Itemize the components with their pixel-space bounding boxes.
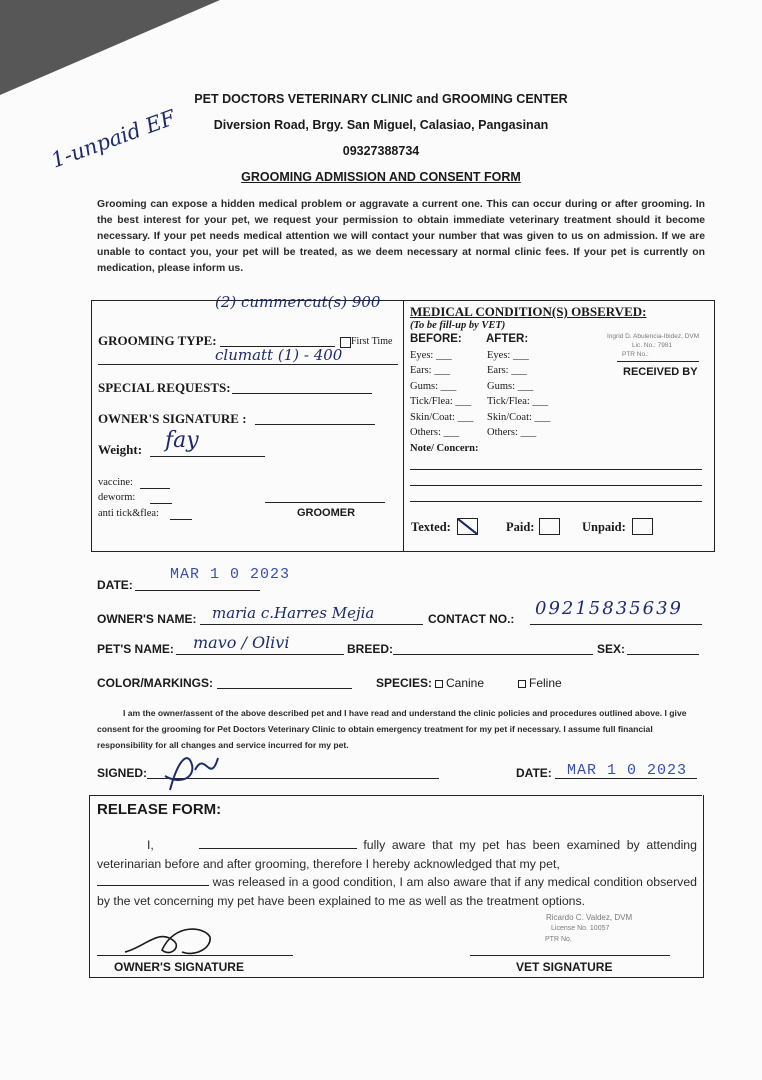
after-heading: AFTER: [486,333,529,345]
before-item: Skin/Coat: ___ [410,412,474,423]
owner-name-line[interactable] [200,624,423,625]
owner-release-signature [120,912,240,967]
vet-sig-line[interactable] [470,955,670,956]
before-item: Ears: ___ [410,365,450,376]
deworm-label: deworm: [98,492,136,503]
contact-line[interactable] [530,624,702,625]
color-line[interactable] [217,688,352,689]
signed-signature [140,740,230,800]
owner-signature-label: OWNER'S SIGNATURE : [98,411,247,426]
owner-release-sig-line[interactable] [97,955,293,956]
handwritten-unpaid-note: 1-unpaid EF [48,105,179,173]
box-divider [403,300,404,552]
release-title: RELEASE FORM: [97,801,222,818]
release-pet-line[interactable] [97,873,209,886]
paid-checkbox[interactable] [539,518,560,535]
date-label: DATE: [97,578,133,592]
groomer-label: GROOMER [297,507,356,519]
after-item: Others: ___ [487,427,537,438]
vet-sig-label: VET SIGNATURE [516,960,613,974]
medical-title: MEDICAL CONDITION(S) OBSERVED: [410,304,647,319]
clinic-name: PET DOCTORS VETERINARY CLINIC and GROOMING CENTER [194,92,568,106]
release-vet-stamp-3: PTR No. [545,936,572,943]
pet-name-line[interactable] [176,654,344,655]
before-item: Gums: ___ [410,381,457,392]
vet-stamp-3: PTR No.: [622,351,649,358]
vaccine-line[interactable] [140,488,170,489]
date-line[interactable] [135,590,260,591]
received-by-label: RECEIVED BY [623,366,698,378]
note-line[interactable] [410,485,702,486]
anti-tick-line[interactable] [170,519,192,520]
paid-label: Paid: [506,520,535,534]
date-stamp: MAR 1 0 2023 [170,566,291,583]
grooming-type-line-2[interactable] [98,364,398,365]
intro-paragraph: Grooming can expose a hidden medical problem or aggravate a current one. This can occur during or after grooming. In the best interest for your pet, we request your permission to obtain immediate veterinary treatment should it become necessary. If your pet needs medical attention we will contact your number that was given to us on admission. If we are unable to contact you, your pet will be treated, as we deem necessary at normal clinic fees. If your pet is currently on medication, please inform us. [97,199,705,274]
handwritten-grooming-line2: clumatt (1) - 400 [215,346,343,364]
canine-label: Canine [446,676,485,690]
weight-label: Weight: [98,442,143,457]
groomer-line[interactable] [265,502,385,503]
before-item: Tick/Flea: ___ [410,396,472,407]
unpaid-label: Unpaid: [582,520,626,534]
pet-name-label: PET'S NAME: [97,642,174,656]
first-time-label: First Time [351,336,393,347]
signed-label: SIGNED: [97,766,148,780]
breed-line[interactable] [393,654,593,655]
owner-name-value: maria c.Harres Mejia [212,604,375,622]
after-item: Gums: ___ [487,381,534,392]
after-item: Tick/Flea: ___ [487,396,549,407]
special-requests-line[interactable] [232,393,372,394]
release-line-2: was released in a good condition, I am also aware that if any medical condition observed by the vet concerning my pet have been explained to me as well as the treatment options. [97,875,697,908]
unpaid-checkbox[interactable] [632,518,653,535]
scan-corner-shadow [0,0,220,95]
texted-checkbox[interactable] [457,518,478,535]
consent-paragraph: I am the owner/assent of the above described pet and I have read and understand the clinic policies and procedures outlined above. I give consent for the grooming for Pet Doctors Veterinary Clinic to obtain emergency treatment for my pet if necessary. I assume full financial responsibility for all changes and service incurred for my pet. [97,708,687,750]
release-name-line[interactable] [199,836,357,849]
clinic-address: Diversion Road, Brgy. San Miguel, Calasiao, Pangasinan [213,118,549,132]
sex-label: SEX: [597,642,626,656]
after-item: Ears: ___ [487,365,527,376]
contact-value: 09215835639 [535,598,683,619]
sex-line[interactable] [627,654,699,655]
owner-release-sig-label: OWNER'S SIGNATURE [114,960,244,974]
vet-stamp-2: Lic. No.: 7981 [632,342,673,349]
medical-subtitle: (To be fill-up by VET) [410,320,506,331]
form-title: GROOMING ADMISSION AND CONSENT FORM [241,170,521,184]
species-label: SPECIES: [376,676,433,690]
release-vet-stamp-2: License No. 10057 [551,925,610,932]
anti-tick-label: anti tick&flea: [98,508,159,519]
feline-checkbox[interactable] [518,680,526,688]
note-label: Note/ Concern: [410,443,479,454]
handwritten-grooming-line1: (2) cummercut(s) 900 [215,293,381,311]
grooming-type-label: GROOMING TYPE: [98,333,217,348]
pet-name-value: mavo / Olivi [193,633,290,652]
clinic-phone: 09327388734 [342,144,420,158]
texted-label: Texted: [411,520,451,534]
vaccine-label: vaccine: [98,477,133,488]
signed-date-label: DATE: [516,766,552,780]
release-line-1: I, fully aware that my pet has been examined by attending veterinarian before and after grooming, therefore I hereby acknowledged that my pet, [97,838,697,871]
deworm-line[interactable] [150,503,172,504]
note-line[interactable] [410,501,702,502]
color-label: COLOR/MARKINGS: [97,676,213,690]
owner-name-label: OWNER'S NAME: [97,612,197,626]
canine-checkbox[interactable] [435,680,443,688]
before-item: Eyes: ___ [410,350,452,361]
release-vet-stamp-1: Ricardo C. Valdez, DVM [546,913,633,922]
before-item: Others: ___ [410,427,460,438]
received-by-line[interactable] [617,361,699,362]
after-item: Eyes: ___ [487,350,529,361]
vet-stamp-1: Ingrid D. Abulencia-Ibidez, DVM [607,333,700,340]
note-line[interactable] [410,469,702,470]
handwritten-signature-mark: fay [165,428,199,453]
after-item: Skin/Coat: ___ [487,412,551,423]
owner-signature-line[interactable] [255,424,375,425]
weight-line[interactable] [150,456,265,457]
special-requests-label: SPECIAL REQUESTS: [98,380,231,395]
signed-date-stamp: MAR 1 0 2023 [567,762,688,779]
feline-label: Feline [529,676,562,690]
before-heading: BEFORE: [410,333,462,345]
contact-label: CONTACT NO.: [428,612,515,626]
breed-label: BREED: [347,642,394,656]
